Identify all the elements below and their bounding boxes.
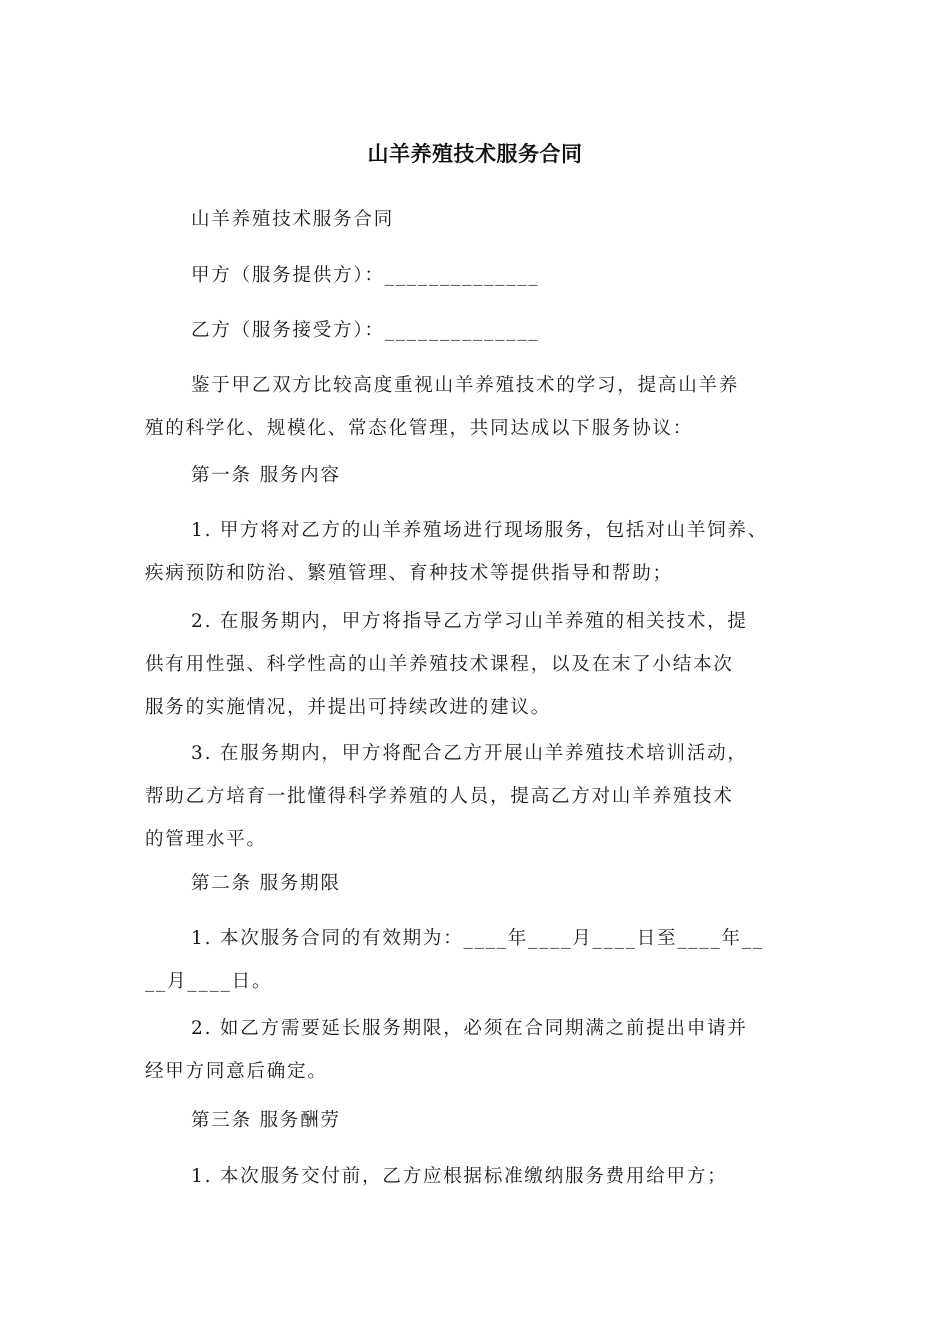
text-line: 经甲方同意后确定。 [145,1061,328,1082]
party-b-paragraph [145,309,815,352]
article-one-clause-2 [145,600,815,729]
article-three-clause-1 [145,1155,815,1198]
article-two-heading [145,862,815,905]
text-line: 3. 在服务期内，甲方将配合乙方开展山羊养殖技术培训活动， [191,743,748,764]
text-line: 2. 如乙方需要延长服务期限，必须在合同期满之前提出申请并 [191,1018,748,1039]
article-two-clause-2 [145,1007,815,1093]
text-line: 服务的实施情况，并提出可持续改进的建议。 [145,697,552,718]
text-line: 帮助乙方培育一批懂得科学养殖的人员，提高乙方对山羊养殖技术 [145,786,734,807]
text-line: 鉴于甲乙双方比较高度重视山羊养殖技术的学习，提高山羊养 [191,375,740,396]
document-title: 山羊养殖技术服务合同 [367,142,583,166]
party-a-paragraph [145,254,815,297]
article-two-clause-1 [145,917,815,1003]
preamble-paragraph [145,364,815,450]
text-line: 的管理水平。 [145,829,267,850]
article-one-heading [145,454,815,497]
text-line: 1. 本次服务合同的有效期为：____年____月____日至____年__ [191,928,764,949]
subtitle-paragraph [145,198,815,241]
text-line: 1. 本次服务交付前，乙方应根据标准缴纳服务费用给甲方； [191,1166,728,1187]
text-line: 第一条 服务内容 [191,465,341,486]
text-line: 第二条 服务期限 [191,873,341,894]
text-line: __月____日。 [145,971,273,992]
text-line: 甲方（服务提供方）：______________ [191,265,540,286]
text-line: 供有用性强、科学性高的山羊养殖技术课程，以及在末了小结本次 [145,654,734,675]
article-three-heading [145,1099,815,1142]
article-one-clause-3 [145,732,815,861]
text-line: 1. 甲方将对乙方的山羊养殖场进行现场服务，包括对山羊饲养、 [191,520,769,541]
article-one-clause-1 [145,509,815,595]
text-line: 乙方（服务接受方）：______________ [191,320,540,341]
text-line: 2. 在服务期内，甲方将指导乙方学习山羊养殖的相关技术，提 [191,611,748,632]
text-line: 疾病预防和防治、繁殖管理、育种技术等提供指导和帮助； [145,563,673,584]
text-line: 第三条 服务酬劳 [191,1110,341,1131]
text-line: 殖的科学化、规模化、常态化管理，共同达成以下服务协议： [145,418,694,439]
text-line: 山羊养殖技术服务合同 [191,209,395,230]
